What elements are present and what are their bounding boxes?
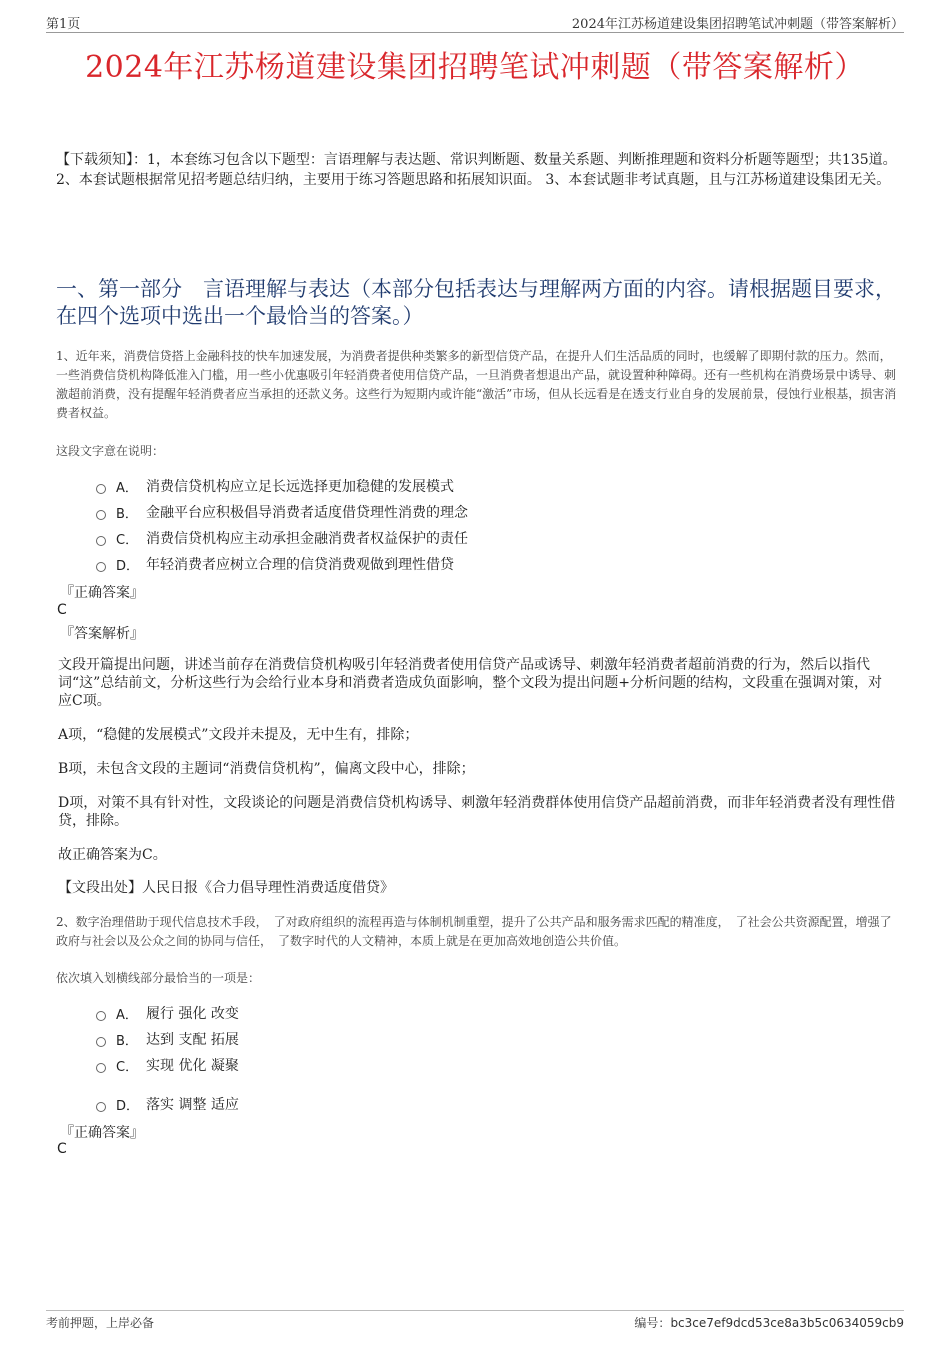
option-letter: B． [116, 506, 138, 522]
footer-code-value: bc3ce7ef9dcd53ce8a3b5c0634059cb9 [670, 1316, 904, 1330]
question-1-answer: C [57, 602, 67, 618]
question-1-option-a[interactable] [96, 476, 454, 496]
radio-icon[interactable] [96, 510, 106, 520]
option-text: 达到 支配 拓展 [146, 1032, 239, 1048]
question-1-option-b[interactable] [96, 502, 468, 522]
question-2-option-d[interactable] [96, 1094, 239, 1114]
question-1-option-c[interactable] [96, 528, 468, 548]
question-2-option-b[interactable] [96, 1029, 239, 1049]
option-letter: A． [116, 1007, 138, 1023]
question-2-option-a[interactable] [96, 1003, 239, 1023]
option-text: 实现 优化 凝聚 [146, 1058, 239, 1074]
question-1-answer-label: 『正确答案』 [60, 585, 144, 601]
footer-code [634, 1314, 904, 1331]
option-letter: C． [116, 532, 139, 548]
option-text: 年轻消费者应树立合理的信贷消费观做到理性借贷 [146, 557, 454, 573]
footer-code-label: 编号： [634, 1316, 671, 1330]
radio-icon[interactable] [96, 484, 106, 494]
question-2-answer-label: 『正确答案』 [60, 1125, 144, 1141]
radio-icon[interactable] [96, 1037, 106, 1047]
question-2-option-c[interactable] [96, 1055, 239, 1075]
question-2-prompt: 依次填入划横线部分最恰当的一项是： [56, 971, 261, 985]
option-text: 金融平台应积极倡导消费者适度借贷理性消费的理念 [146, 505, 468, 521]
radio-icon[interactable] [96, 1011, 106, 1021]
analysis-paragraph: 文段开篇提出问题，讲述当前存在消费信贷机构吸引年轻消费者使用信贷产品或诱导、刺激年轻消费者超前消费的行为，然后以指代词“这”总结前文，分析这些行为会给行业本身和消费者造成负面影响，整个文段为提出问题+分析问题的结构，文段重在强调对策，对应C项。 [58, 657, 883, 709]
option-letter: C． [116, 1059, 139, 1075]
question-2-text: 2、数字治理借助于现代信息技术手段， 了对政府组织的流程再造与体制机制重塑，提升了公共产品和服务需求匹配的精准度， 了社会公共资源配置，增强了政府与社会以及公众之间的协同与信任， 了数字时代的人文精神，本质上就是在更加高效地创造公共价值。 [56, 915, 892, 948]
question-1-prompt: 这段文字意在说明： [56, 444, 165, 458]
analysis-paragraph: A项，“稳健的发展模式”文段并未提及，无中生有，排除； [58, 727, 419, 743]
header-divider [46, 32, 904, 33]
question-1-source: 【文段出处】人民日报《合力倡导理性消费适度借贷》 [58, 880, 394, 896]
page-number: 第1页 [46, 17, 81, 32]
option-letter: D． [116, 558, 140, 574]
option-text: 履行 强化 改变 [146, 1006, 239, 1022]
radio-icon[interactable] [96, 536, 106, 546]
footer-divider [46, 1310, 904, 1311]
option-text: 消费信贷机构应主动承担金融消费者权益保护的责任 [146, 531, 468, 547]
analysis-paragraph: D项，对策不具有针对性，文段谈论的问题是消费信贷机构诱导、刺激年轻消费群体使用信贷产品超前消费，而非年轻消费者没有理性借贷，排除。 [58, 795, 896, 829]
radio-icon[interactable] [96, 562, 106, 572]
question-1-analysis-label: 『答案解析』 [60, 626, 144, 642]
page-title: 2024年江苏杨道建设集团招聘笔试冲刺题（带答案解析） [85, 50, 865, 85]
option-text: 落实 调整 适应 [146, 1097, 239, 1113]
analysis-paragraph: B项，未包含文段的主题词“消费信贷机构”，偏离文段中心，排除； [58, 761, 475, 777]
option-letter: A． [116, 480, 138, 496]
footer-slogan: 考前押题，上岸必备 [46, 1316, 155, 1330]
radio-icon[interactable] [96, 1102, 106, 1112]
header-doc-title: 2024年江苏杨道建设集团招聘笔试冲刺题（带答案解析） [571, 17, 904, 32]
question-1-text: 1、近年来，消费信贷搭上金融科技的快车加速发展，为消费者提供种类繁多的新型信贷产品，在提升人们生活品质的同时，也缓解了即期付款的压力。然而，一些消费信贷机构降低准入门槛，用一些小优惠吸引年轻消费者使用信贷产品，一旦消费者想退出产品，就设置种种障碍。还有一些机构在消费场景中诱导、刺激超前消费，没有提醒年轻消费者应当承担的还款义务。这些行为短期内或许能“激活”市场，但从长远看是在透支行业自身的发展前景，侵蚀行业根基，损害消费者权益。 [56, 349, 897, 420]
question-1-option-d[interactable] [96, 554, 454, 574]
section-heading: 一、第一部分 言语理解与表达（本部分包括表达与理解两方面的内容。请根据题目要求，在四个选项中选出一个最恰当的答案。） [56, 277, 896, 328]
analysis-paragraph: 故正确答案为C。 [58, 847, 167, 863]
option-letter: B． [116, 1033, 138, 1049]
radio-icon[interactable] [96, 1063, 106, 1073]
option-text: 消费信贷机构应立足长远选择更加稳健的发展模式 [146, 479, 454, 495]
question-2-answer: C [57, 1141, 67, 1157]
download-notice: 【下载须知】：1，本套练习包含以下题型：言语理解与表达题、常识判断题、数量关系题、判断推理题和资料分析题等题型；共135道。 2、本套试题根据常见招考题总结归纳，主要用于练习答题思路和拓展知识面。 3、本套试题非考试真题，且与江苏杨道建设集团无关。 [56, 152, 897, 188]
option-letter: D． [116, 1098, 140, 1114]
